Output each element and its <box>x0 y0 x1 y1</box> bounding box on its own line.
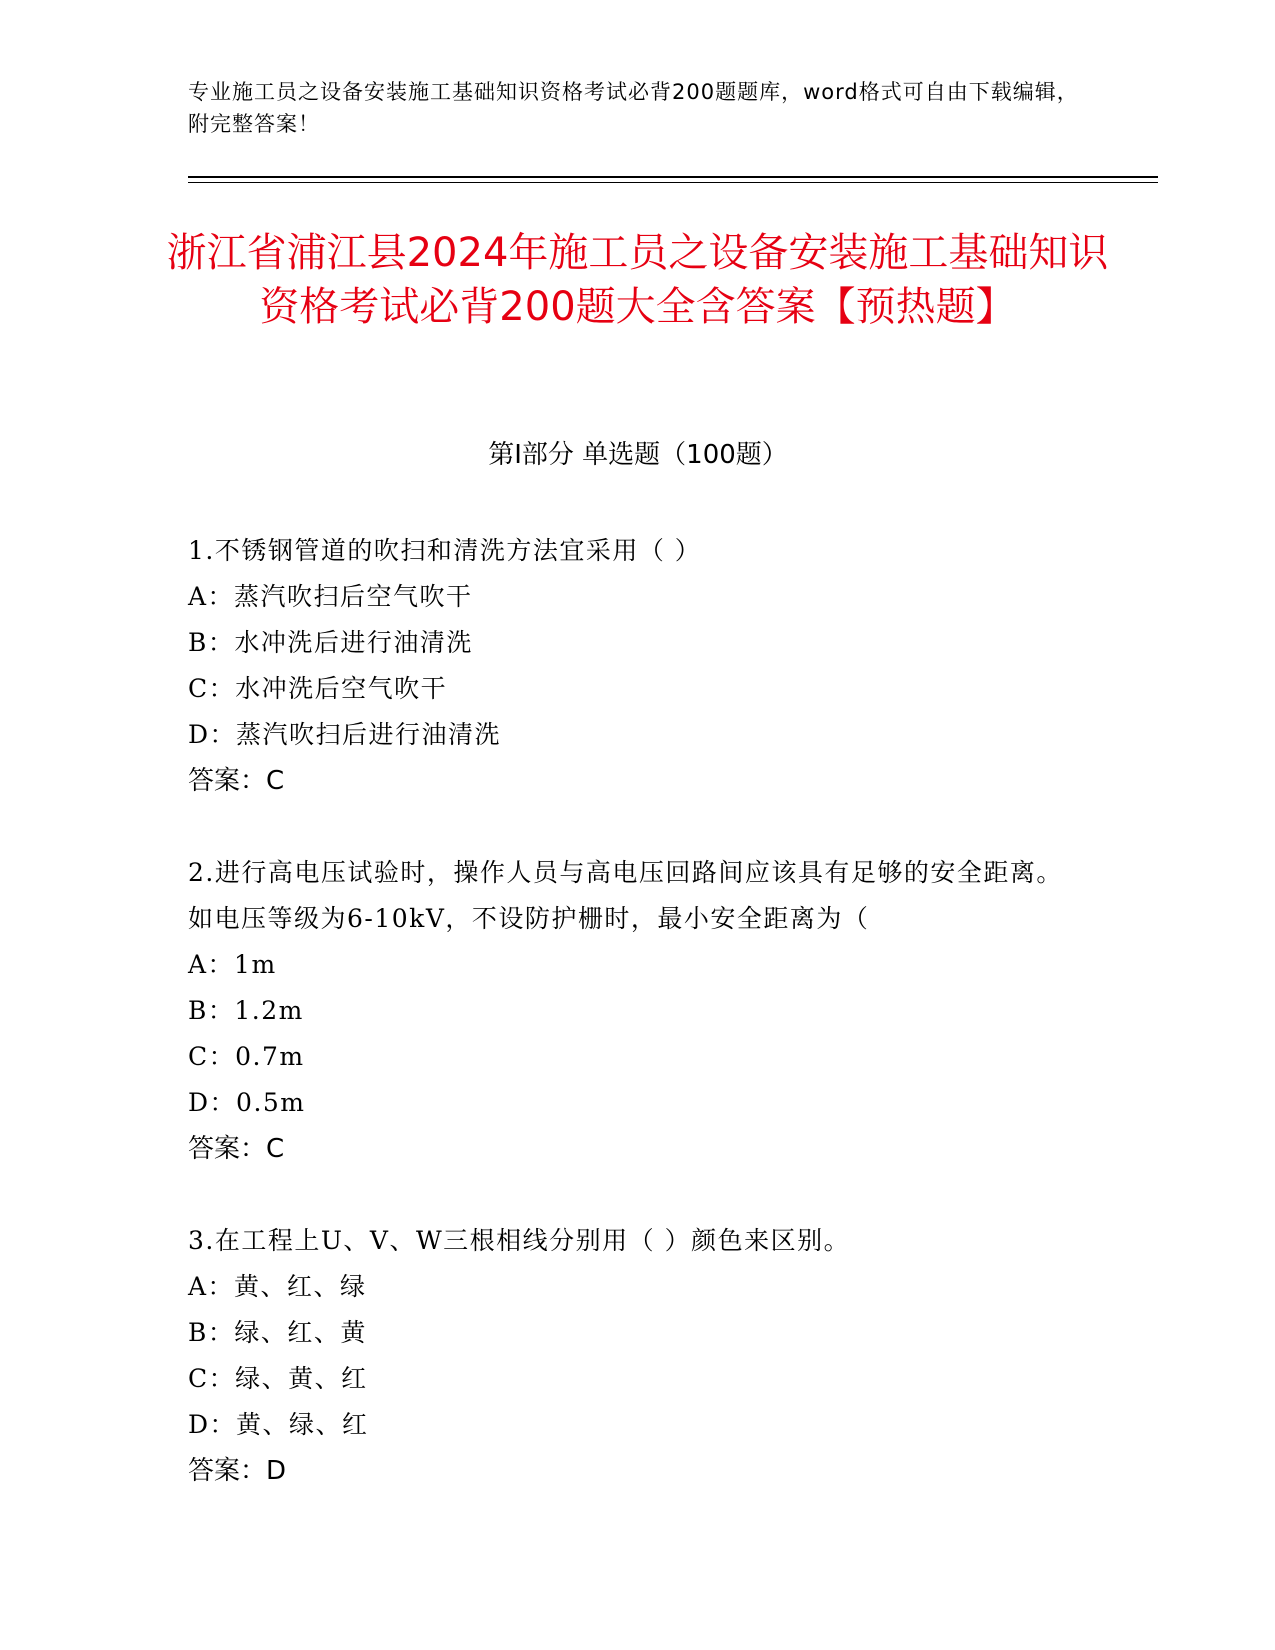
section-title: 第Ⅰ部分 单选题（100题） <box>488 440 788 470</box>
question-stem: 1.不锈钢管道的吹扫和清洗方法宜采用（ ） <box>188 536 702 565</box>
option-a: A：蒸汽吹扫后空气吹干 <box>188 582 473 611</box>
option-a: A：1m <box>188 950 277 979</box>
option-b: B：水冲洗后进行油清洗 <box>188 628 473 657</box>
answer: 答案：C <box>188 766 285 796</box>
option-d: D：蒸汽吹扫后进行油清洗 <box>188 720 502 749</box>
document-title: 浙江省浦江县2024年施工员之设备安装施工基础知识资格考试必背200题大全含答案【预热题】 <box>166 230 1109 330</box>
answer: 答案：D <box>188 1456 287 1486</box>
question-3 <box>188 1218 1088 1494</box>
header-note: 专业施工员之设备安装施工基础知识资格考试必背200题题库，word格式可自由下载编辑，附完整答案！ <box>188 80 1079 136</box>
option-a: A：黄、红、绿 <box>188 1272 367 1301</box>
question-stem: 3.在工程上U、V、W三根相线分别用（ ）颜色来区别。 <box>188 1226 851 1255</box>
question-2 <box>188 850 1088 1172</box>
question-stem: 2.进行高电压试验时，操作人员与高电压回路间应该具有足够的安全距离。如电压等级为6-10kV，不设防护栅时，最小安全距离为（ <box>188 858 1063 933</box>
option-c: C：0.7m <box>188 1042 305 1071</box>
answer: 答案：C <box>188 1134 285 1164</box>
option-d: D：黄、绿、红 <box>188 1410 369 1439</box>
option-c: C：水冲洗后空气吹干 <box>188 674 448 703</box>
option-b: B：1.2m <box>188 996 304 1025</box>
option-c: C：绿、黄、红 <box>188 1364 368 1393</box>
option-b: B：绿、红、黄 <box>188 1318 367 1347</box>
header-divider-thin <box>188 182 1158 183</box>
header-divider-thick <box>188 176 1158 178</box>
question-list <box>188 528 1088 1540</box>
question-1 <box>188 528 1088 804</box>
option-d: D：0.5m <box>188 1088 306 1117</box>
